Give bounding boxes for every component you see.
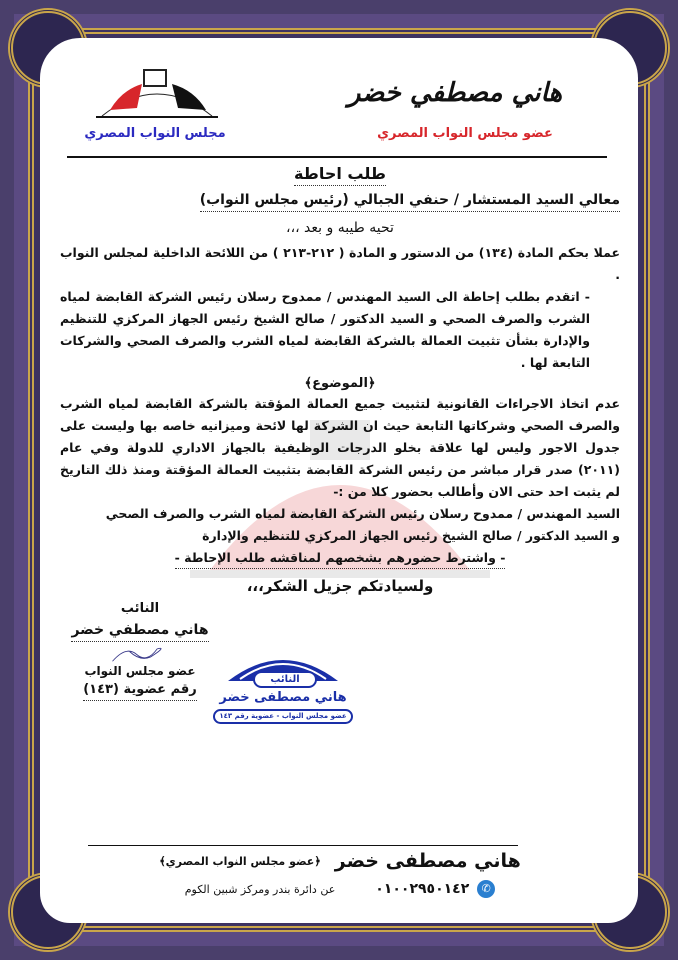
intro-paragraph: عملا بحكم المادة (١٣٤) من الدستور و المادة ( ٢١٢-٢١٣ ) من اللائحة الداخلية لمجلس النواب .	[60, 245, 620, 282]
footer-title: ﴿عضو مجلس النواب المصري﴾	[159, 854, 321, 868]
parliament-logo	[92, 68, 222, 120]
official-stamp	[218, 643, 348, 729]
condition-text: - واشترط حضورهم بشخصهم لمناقشه طلب الإحاطة -	[175, 548, 506, 569]
subject-heading: ﴿الموضوع﴾	[304, 376, 376, 391]
signature-area	[71, 601, 620, 729]
footer-district: عن دائرة بندر ومركز شبين الكوم	[184, 882, 336, 896]
document-title: طلب احاطة	[294, 164, 386, 186]
letter-body	[60, 164, 620, 729]
divider	[67, 156, 607, 158]
attendee-1: السيد المهندس / ممدوح رسلان رئيس الشركة القابضة لمياه الشرب والصرف الصحي	[105, 506, 620, 521]
stamp-footer: عضو مجلس النواب - عضوية رقم ١٤٣	[213, 709, 353, 724]
subject-paragraph: عدم اتخاذ الاجراءات القانونية لتثبيت جميع العمالة المؤقتة بالشركة القابضة لمياه الشرب والصرف الصحي وشركاتها التابعة حيث ان الشركة لها لائحة وميزانيه خاصه بها وليست على جدول الاجور وليس لها علاقة بخلو الدرجات الوظيفية بالجهاز الاداري للدولة وفي عام (٢٠١١) صدر قرار مباشر من رئيس الشركة القابضة بتثبيت العمالة المؤقتة ومنذ ذلك التاريخ لم يثبت احد حتى الان وأطالب بحضور كلا من :-	[60, 396, 620, 499]
stamp-name: هاني مصطفى خضر	[219, 690, 347, 705]
logo-label: مجلس النواب المصري	[84, 126, 226, 141]
member-subtitle: عضو مجلس النواب المصري	[377, 126, 553, 141]
signature-member-number: رقم عضوية (١٤٣)	[83, 682, 197, 701]
signature-role: النائب	[120, 601, 160, 616]
phone-icon: ✆	[477, 880, 495, 898]
signature-block	[71, 601, 209, 701]
greeting: تحيه طيبه و بعد ،،،	[286, 220, 394, 236]
stamp-role: النائب	[253, 671, 317, 688]
footer-contact-row	[70, 880, 610, 898]
footer-divider	[88, 845, 518, 846]
closing: ولسيادتكم جزيل الشكر،،،	[246, 577, 434, 595]
footer-name-row	[70, 850, 610, 872]
footer-phone: ٠١٠٠٢٩٥٠١٤٢	[375, 881, 470, 897]
handwritten-signature	[95, 642, 185, 664]
request-paragraph: - اتقدم بطلب إحاطة الى السيد المهندس / ممدوح رسلان رئيس الشركة القابضة لمياه الشرب والصرف الصحي و السيد الدكتور / صالح الشيخ رئيس الجهاز المركزي للتنظيم والإدارة بشأن تثبيت العمالة بالشركة القابضة لمياه الشرب والصرف الصحي والشركات التابعة لها .	[60, 289, 590, 370]
signature-membership: عضو مجلس النواب	[84, 664, 196, 678]
attendee-2: و السيد الدكتور / صالح الشيخ رئيس الجهاز المركزي للتنظيم والإدارة	[202, 528, 620, 543]
member-name-calligraphy: هاني مصطفي خضر	[347, 78, 563, 108]
addressee: معالي السيد المستشار / حنفي الجبالي (رئيس مجلس النواب)	[200, 192, 620, 212]
signature-name: هاني مصطفي خضر	[71, 622, 208, 642]
footer-name: هاني مصطفى خضر	[334, 850, 521, 872]
